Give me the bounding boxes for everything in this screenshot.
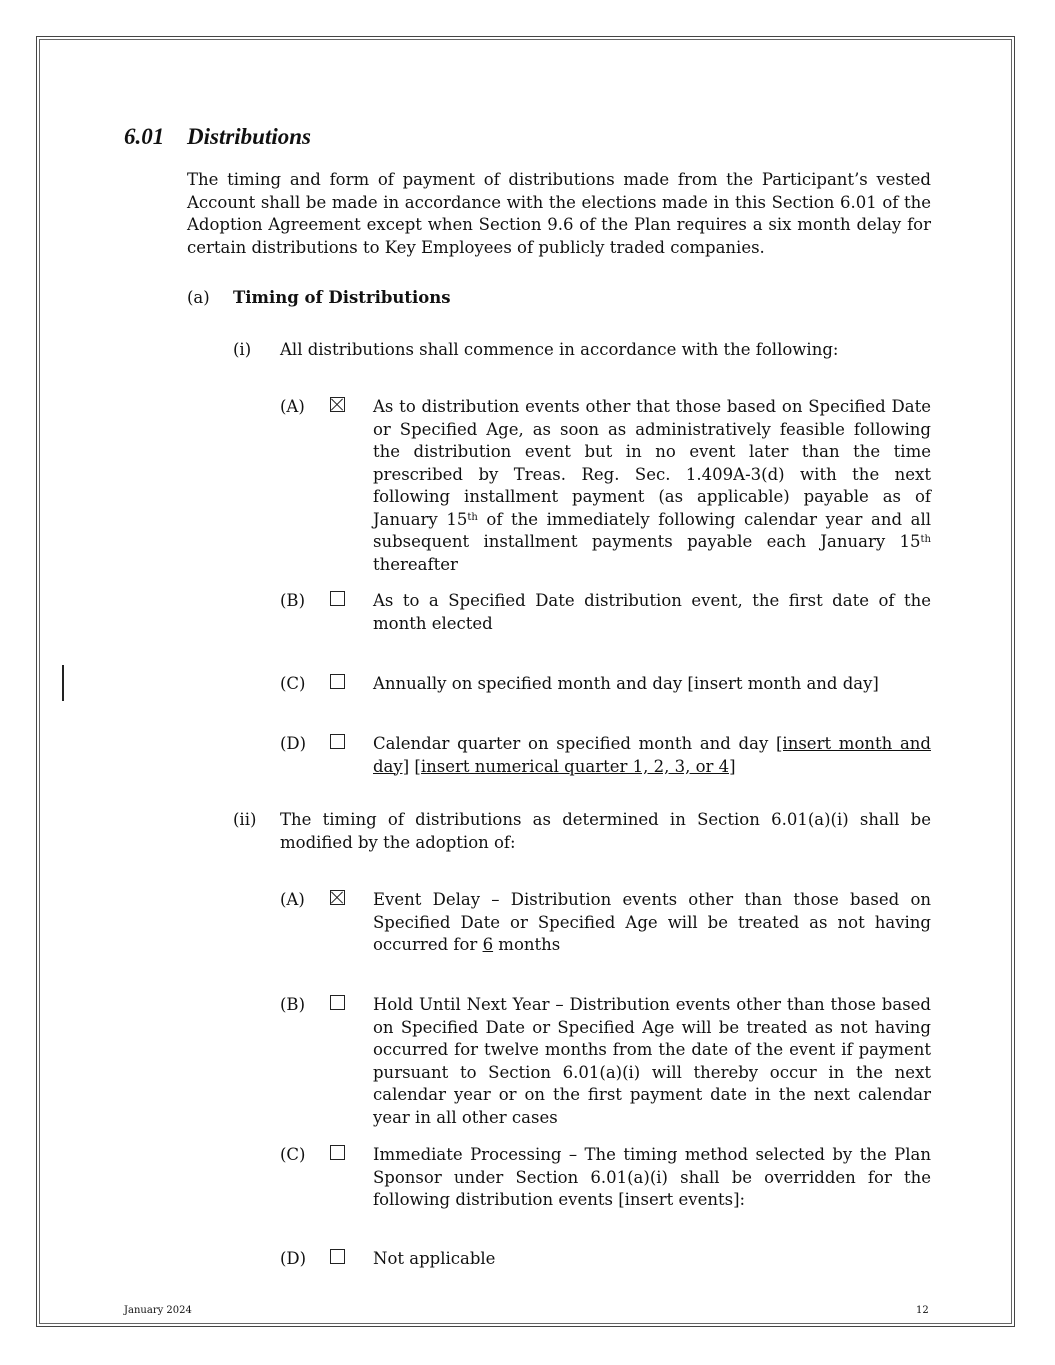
item-ii-label: (ii) [233, 810, 257, 829]
option-ii-b-text: Hold Until Next Year – Distribution events other than those based on Specified Date or Specified Age will be treated as not having occurred for twelve months from the date of the event if payment pursuant to Section 6.01(a)(i) will thereby occur in the next calendar year or on the first payment date in the next calendar year in all other cases [373, 995, 931, 1127]
option-i-a-text: As to distribution events other that those based on Specified Date or Specified Age, as soon as administratively feasible following the distribution event but in no event later than the time prescribed by Treas. Reg. Sec. 1.409A-3(d) with the next following installment payment (as applicable) payable as of January 15th of the immediately following calendar year and all subsequent installment payments payable each January 15th thereafter [373, 397, 931, 574]
option-i-c-checkbox[interactable] [330, 674, 345, 689]
option-ii-a-checkbox[interactable] [330, 890, 345, 905]
option-i-d-label: (D) [280, 734, 307, 753]
option-i-a-label: (A) [280, 397, 305, 416]
item-ii-text: The timing of distributions as determined in Section 6.01(a)(i) shall be modified by the adoption of: [280, 810, 931, 852]
option-i-c-label: (C) [280, 674, 306, 693]
option-i-b-text: As to a Specified Date distribution event, the first date of the month elected [373, 591, 931, 633]
option-ii-d-checkbox[interactable] [330, 1249, 345, 1264]
footer-page-number: 12 [916, 1305, 929, 1316]
option-i-c-text: Annually on specified month and day [insert month and day] [373, 674, 879, 693]
option-i-a-checkbox[interactable] [330, 397, 345, 412]
option-i-b-label: (B) [280, 591, 305, 610]
intro-paragraph: The timing and form of payment of distributions made from the Participant’s vested Account shall be made in accordance with the elections made in this Section 6.01 of the Adoption Agreement except when Section 9.6 of the Plan requires a six month delay for certain distributions to Key Employees of publicly traded companies. [187, 170, 931, 257]
option-ii-a-text: Event Delay – Distribution events other than those based on Specified Date or Specified Age will be treated as not having occurred for 6 months [373, 890, 931, 954]
option-i-d-checkbox[interactable] [330, 734, 345, 749]
option-ii-d-label: (D) [280, 1249, 307, 1268]
option-i-b-checkbox[interactable] [330, 591, 345, 606]
insert-month-day-field[interactable]: [insert month and day] [373, 734, 931, 776]
section-title: Distributions [187, 124, 311, 149]
event-delay-months-field[interactable]: 6 [482, 935, 494, 954]
item-i-label: (i) [233, 340, 252, 359]
option-i-d-text: Calendar quarter on specified month and day [insert month and day] [insert numerical quarter 1, 2, 3, or 4] [373, 734, 931, 776]
subsection-a-label: (a) [187, 288, 210, 307]
revision-change-bar [62, 665, 64, 701]
option-ii-d-text: Not applicable [373, 1249, 496, 1268]
option-ii-c-checkbox[interactable] [330, 1145, 345, 1160]
option-ii-b-label: (B) [280, 995, 305, 1014]
item-i-text: All distributions shall commence in accordance with the following: [280, 340, 839, 359]
subsection-a-title: Timing of Distributions [233, 288, 451, 307]
option-ii-a-label: (A) [280, 890, 305, 909]
section-number: 6.01 [124, 124, 165, 149]
footer-date: January 2024 [124, 1305, 192, 1316]
insert-quarter-field[interactable]: [insert numerical quarter 1, 2, 3, or 4] [414, 756, 736, 776]
option-ii-c-label: (C) [280, 1145, 306, 1164]
option-ii-c-text: Immediate Processing – The timing method selected by the Plan Sponsor under Section 6.01(a)(i) shall be overridden for the following distribution events [insert events]: [373, 1145, 931, 1209]
option-ii-b-checkbox[interactable] [330, 995, 345, 1010]
